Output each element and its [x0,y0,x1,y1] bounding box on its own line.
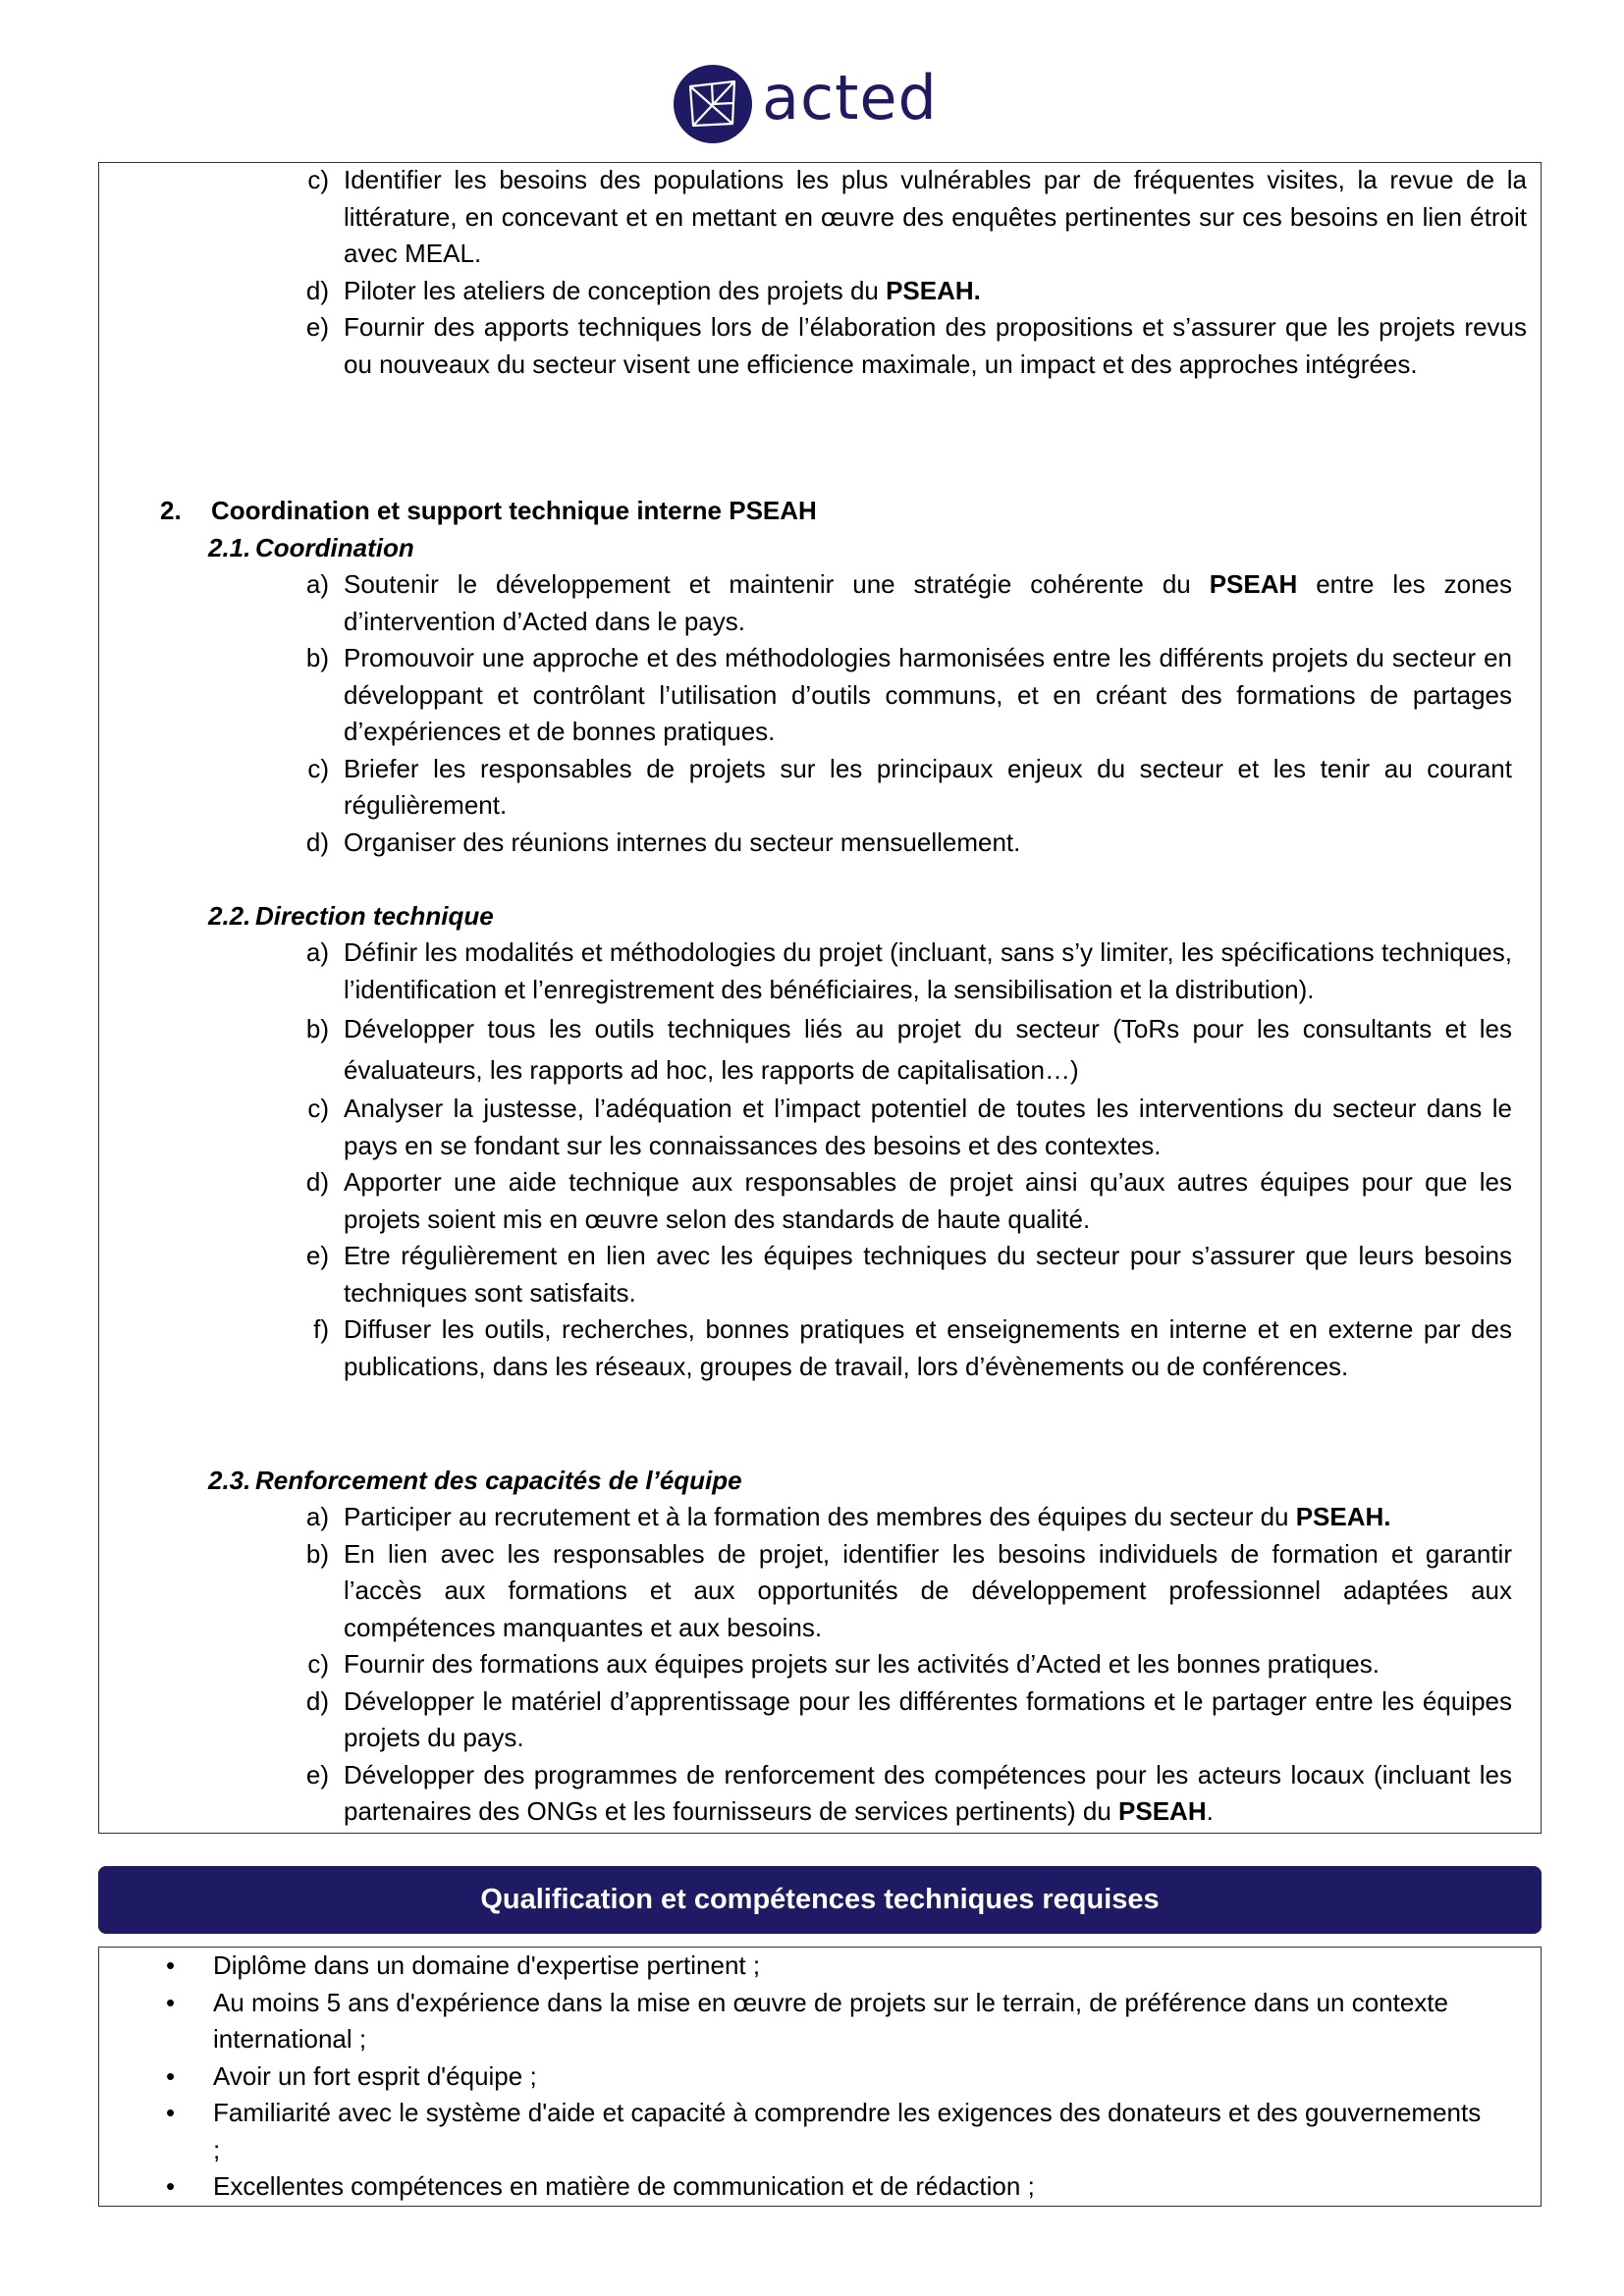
list-item [278,640,1512,751]
list-item [278,1646,1512,1683]
list-item [278,162,1527,273]
list-item [160,2168,1486,2206]
item-label: d) [305,1685,329,1716]
item-bold-text: PSEAH. [886,275,981,305]
top-items-list [278,162,1527,383]
item-label: e) [305,1241,329,1270]
item-text: Fournir des formations aux équipes projets sur les activités d’Acted et les bonnes pratiques. [344,1649,1380,1679]
list-item [278,934,1512,1008]
item-label: e) [305,312,329,342]
item-text: Diffuser les outils, recherches, bonnes pratiques et enseignements en interne et en externe par des publications, dans les réseaux, groupes de travail, lors d’évènements ou de conférences. [344,1314,1512,1381]
list-item [160,2095,1486,2168]
subsection-heading [208,1463,742,1500]
subsection-title: Coordination [255,533,414,562]
item-text: Piloter les ateliers de conception des projets du PSEAH. [344,275,981,305]
item-text: Etre régulièrement en lien avec les équipes techniques du secteur pour s’assurer que leurs besoins techniques sont satisfaits. [344,1241,1512,1308]
list-item [160,1985,1486,2058]
item-label: c) [307,1094,329,1123]
subsection-number: 2.3. [208,1466,251,1495]
item-text: Briefer les responsables de projets sur les principaux enjeux du secteur et les tenir au courant régulièrement. [344,753,1512,820]
item-text: Excellentes compétences en matière de communication et de rédaction ; [213,2171,1035,2201]
item-text: En lien avec les responsables de projet, identifier les besoins individuels de formation et garantir l’accès aux formations et aux opportunités de développement professionnel adaptées aux compétences manquantes et aux besoins. [344,1538,1512,1642]
item-text: Fournir des apports techniques lors de l’élaboration des propositions et s’assurer que les projets revus ou nouveaux du secteur visent une efficience maximale, un impact et des approches intégrées. [344,312,1527,379]
item-text: Analyser la justesse, l’adéquation et l’impact potentiel de toutes les interventions du secteur dans le pays en se fondant sur les connaissances des besoins et des contextes. [344,1094,1512,1160]
item-label: a) [305,569,329,599]
item-label: d) [305,827,329,857]
subsection-title: Renforcement des capacités de l’équipe [255,1466,742,1495]
item-text: Diplôme dans un domaine d'expertise pertinent ; [213,1950,761,1980]
item-text: Apporter une aide technique aux responsables de projet ainsi qu’aux autres équipes pour que les projets soient mis en œuvre selon des standards de haute qualité. [344,1167,1512,1234]
item-label: a) [305,1502,329,1531]
bullet-icon: • [166,1950,176,1980]
list-item [278,1536,1512,1647]
item-label: c) [307,753,329,783]
item-label: e) [305,1759,329,1789]
item-text: Définir les modalités et méthodologies du projet (incluant, sans s’y limiter, les spécifications techniques, l’identification et l’enregistrement des bénéficiaires, la sensibilisation et la distribution). [344,937,1512,1004]
item-label: b) [305,1538,329,1569]
subsection-heading [208,530,414,567]
capacity-building-list [278,1499,1512,1831]
item-text: Au moins 5 ans d'expérience dans la mise en œuvre de projets sur le terrain, de préférence dans un contexte international ; [213,1987,1448,2054]
subsection-number: 2.2. [208,901,251,931]
item-label: f) [313,1314,329,1344]
list-item [278,273,1527,310]
item-text: Développer tous les outils techniques liés au projet du secteur (ToRs pour les consultants et les évaluateurs, les rapports ad hoc, les rapports de capitalisation…) [344,1014,1512,1085]
item-text: Participer au recrutement et à la formation des membres des équipes du secteur du PSEAH. [344,1502,1391,1531]
acted-logo-mark-icon [674,65,752,143]
list-item [278,825,1512,862]
qualifications-list [160,1948,1486,2206]
list-item [278,309,1527,383]
item-text: Avoir un fort esprit d'équipe ; [213,2060,537,2091]
list-item [278,566,1512,640]
subsection-heading [208,898,494,935]
item-bold-text: PSEAH. [1295,1502,1391,1531]
list-item [160,1948,1486,1985]
list-item [278,751,1512,825]
item-text: Familiarité avec le système d'aide et capacité à comprendre les exigences des donateurs et des gouvernements ; [213,2098,1482,2164]
technical-direction-list [278,934,1512,1385]
list-item [278,1008,1512,1091]
item-text: Organiser des réunions internes du secteur mensuellement. [344,827,1021,857]
item-bold-text: PSEAH [1118,1796,1207,1826]
item-label: b) [305,1014,329,1043]
banner-title: Qualification et compétences techniques requises [480,1884,1160,1915]
subsection-title: Direction technique [255,901,494,931]
section-title: Coordination et support technique interne PSEAH [211,496,817,525]
list-item [278,1238,1512,1311]
section-number: 2. [160,496,182,525]
coordination-list [278,566,1512,861]
item-text: Soutenir le développement et maintenir une stratégie cohérente du PSEAH entre les zones d’intervention d’Acted dans le pays. [344,569,1512,636]
list-item [160,2058,1486,2096]
item-label: d) [305,275,329,305]
list-item [278,1311,1512,1385]
section-heading [160,493,817,530]
acted-logo-text: acted [762,62,938,133]
item-label: d) [305,1167,329,1197]
item-text: Développer le matériel d’apprentissage pour les différentes formations et le partager entre les équipes projets du pays. [344,1685,1512,1752]
bullet-icon: • [166,2171,176,2201]
list-item [278,1164,1512,1238]
item-text: Promouvoir une approche et des méthodologies harmonisées entre les différents projets du secteur en développant et contrôlant l’utilisation d’outils communs, et en créant des formations de partages d’expériences et de bonnes pratiques. [344,643,1512,746]
item-bold-text: PSEAH [1209,569,1298,599]
item-label: b) [305,643,329,672]
subsection-number: 2.1. [208,533,251,562]
qualifications-banner [98,1866,1542,1934]
bullet-icon: • [166,2098,176,2127]
list-item [278,1683,1512,1757]
item-label: c) [307,165,329,194]
list-item [278,1091,1512,1164]
bullet-icon: • [166,1987,176,2017]
item-text: Développer des programmes de renforcement des compétences pour les acteurs locaux (incluant les partenaires des ONGs et les fournisseurs de services pertinents) du PSEAH. [344,1759,1512,1826]
list-item [278,1757,1512,1831]
item-label: c) [307,1649,329,1679]
list-item [278,1499,1512,1536]
item-label: a) [305,937,329,967]
item-text: Identifier les besoins des populations les plus vulnérables par de fréquentes visites, la revue de la littérature, en concevant et en mettant en œuvre des enquêtes pertinentes sur ces besoins en lien étroit avec MEAL. [344,165,1527,268]
bullet-icon: • [166,2060,176,2091]
acted-logo [674,63,938,145]
